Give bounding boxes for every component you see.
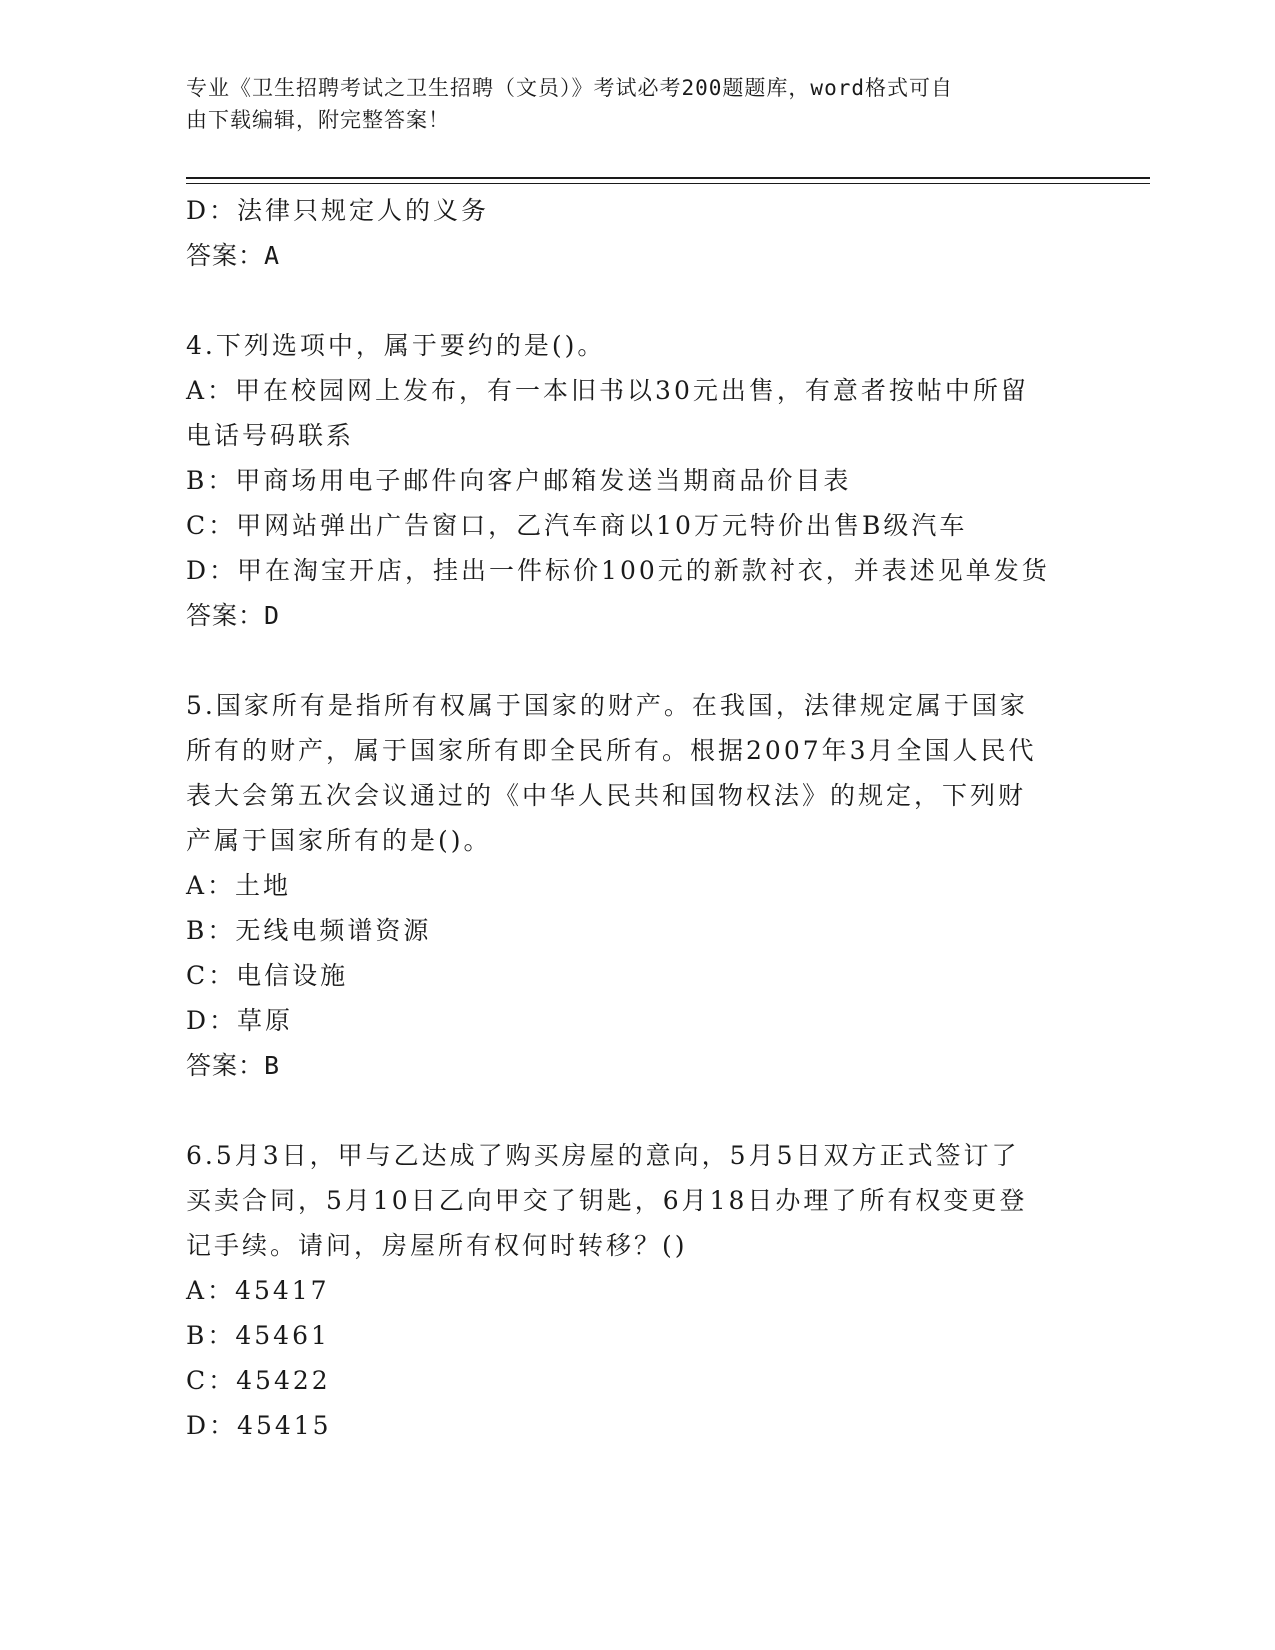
q6-option-a: A：45417: [186, 1276, 330, 1305]
q6-question-line-2: 买卖合同，5月10日乙向甲交了钥匙，6月18日办理了所有权变更登: [186, 1186, 1028, 1215]
spacer: [186, 638, 1086, 683]
header-line-2: 由下载编辑，附完整答案！: [186, 108, 450, 132]
header-line-1: 专业《卫生招聘考试之卫生招聘（文员）》考试必考200题题库，word格式可自: [186, 76, 953, 100]
page-header: [186, 72, 1066, 136]
q4-question: 4.下列选项中，属于要约的是()。: [186, 331, 606, 360]
q6-option-c: C：45422: [186, 1366, 331, 1395]
q5-option-d: D：草原: [186, 1006, 294, 1035]
q4-option-b: B：甲商场用电子邮件向客户邮箱发送当期商品价目表: [186, 466, 852, 495]
q4-option-d: D：甲在淘宝开店，挂出一件标价100元的新款衬衣，并表述见单发货: [186, 556, 1050, 585]
q3-option-d: D：法律只规定人的义务: [186, 196, 490, 225]
spacer: [186, 278, 1086, 323]
q4-option-a-line-1: A：甲在校园网上发布，有一本旧书以30元出售，有意者按帖中所留: [186, 376, 1029, 405]
q5-option-b: B：无线电频谱资源: [186, 916, 432, 945]
q5-answer: 答案：B: [186, 1051, 281, 1080]
q5-option-a: A：土地: [186, 871, 292, 900]
q5-question-line-3: 表大会第五次会议通过的《中华人民共和国物权法》的规定，下列财: [186, 781, 1027, 810]
q4-option-a-line-2: 电话号码联系: [186, 421, 355, 450]
q3-answer: 答案：A: [186, 241, 281, 270]
q5-question-line-1: 5.国家所有是指所有权属于国家的财产。在我国，法律规定属于国家: [186, 691, 1028, 720]
header-divider-thin: [186, 183, 1150, 184]
q5-question-line-4: 产属于国家所有的是()。: [186, 826, 492, 855]
document-body: [186, 188, 1086, 1448]
spacer: [186, 1088, 1086, 1133]
q6-option-b: B：45461: [186, 1321, 330, 1350]
q6-question-line-3: 记手续。请问，房屋所有权何时转移？(): [186, 1231, 688, 1260]
header-divider-thick: [186, 177, 1150, 179]
q5-question-line-2: 所有的财产，属于国家所有即全民所有。根据2007年3月全国人民代: [186, 736, 1037, 765]
q4-answer: 答案：D: [186, 601, 281, 630]
q6-option-d: D：45415: [186, 1411, 332, 1440]
q6-question-line-1: 6.5月3日，甲与乙达成了购买房屋的意向，5月5日双方正式签订了: [186, 1141, 1020, 1170]
q4-option-c: C：甲网站弹出广告窗口，乙汽车商以10万元特价出售B级汽车: [186, 511, 968, 540]
q5-option-c: C：电信设施: [186, 961, 349, 990]
